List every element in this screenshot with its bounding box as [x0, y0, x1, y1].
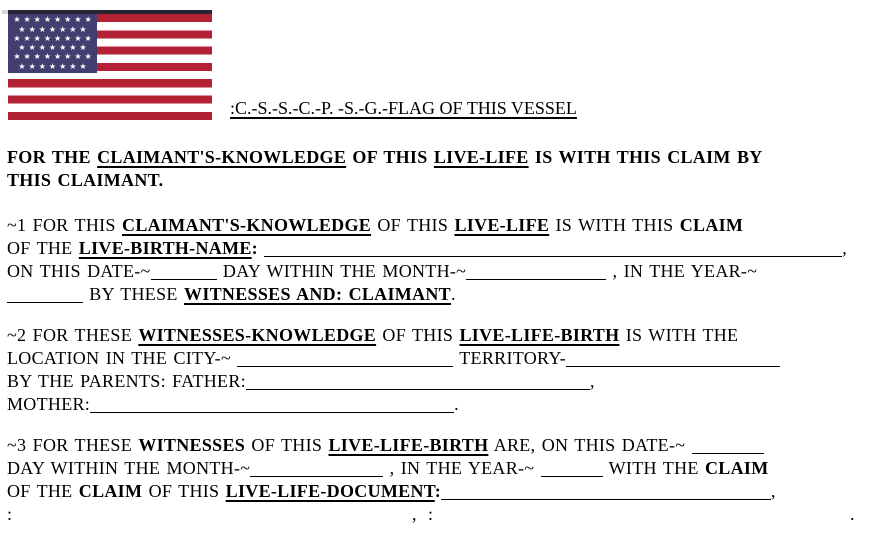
p2-text: TERRITORY- — [453, 348, 566, 368]
live-life-birth-heading: LIVE-LIFE-BIRTH — [328, 435, 489, 455]
document-body — [0, 146, 874, 526]
us-flag-image — [8, 10, 212, 120]
live-birth-name-blank — [264, 242, 842, 257]
paragraph-3 — [7, 434, 866, 526]
p3-text: DAY WITHIN THE MONTH-~ — [7, 458, 251, 478]
flag-caption: :C.-S.-S.-C.-P. -S.-G.-FLAG OF THIS VESSEL — [230, 98, 577, 118]
mother-name-blank — [90, 398, 454, 413]
signature-colon: : — [428, 504, 434, 524]
signature-period: . — [850, 504, 855, 524]
claim-word: CLAIM — [704, 458, 769, 478]
flag-canton — [8, 14, 97, 73]
p1-text: BY THESE — [83, 284, 185, 304]
territory-blank — [566, 352, 780, 367]
document-header — [8, 10, 874, 120]
live-life-heading: LIVE-LIFE — [454, 215, 550, 235]
p1-text: ON THIS DATE-~ — [7, 261, 151, 281]
p3-text: : — [434, 481, 442, 501]
birth-day-blank — [151, 265, 217, 280]
p1-text: , — [842, 238, 848, 258]
claim-word: CLAIM — [679, 215, 744, 235]
p3-text: ~3 FOR THESE — [7, 435, 139, 455]
witnesses-knowledge-heading: WITNESSES-KNOWLEDGE — [138, 325, 377, 345]
claimants-knowledge-heading: CLAIMANT'S-KNOWLEDGE — [122, 215, 372, 235]
intro-paragraph — [7, 146, 866, 192]
claim-year-blank — [541, 462, 603, 477]
witnesses-claimant-heading: WITNESSES AND: CLAIMANT — [184, 284, 451, 304]
flag-stars-row: ★★★★★★★ — [18, 24, 90, 34]
live-birth-name-heading: LIVE-BIRTH-NAME — [78, 238, 252, 258]
p2-text: OF THIS — [376, 325, 460, 345]
paragraph-1 — [7, 214, 866, 306]
p2-text: MOTHER: — [7, 394, 91, 414]
paragraph-2 — [7, 324, 866, 416]
signature-comma: , — [412, 504, 417, 524]
live-life-document-heading: LIVE-LIFE-DOCUMENT — [225, 481, 435, 501]
intro-text: OF THIS — [346, 147, 434, 167]
p2-text: BY THE PARENTS: FATHER: — [7, 371, 246, 391]
live-life-heading: LIVE-LIFE — [433, 147, 529, 167]
flag-stars-row: ★★★★★★★★ — [13, 33, 95, 43]
father-name-blank — [246, 375, 590, 390]
city-blank — [237, 352, 453, 367]
p3-text: , — [771, 481, 776, 501]
p2-text: LOCATION IN THE CITY-~ — [7, 348, 238, 368]
p3-text: OF THIS — [245, 435, 329, 455]
live-life-birth-heading: LIVE-LIFE-BIRTH — [459, 325, 620, 345]
p1-text: ~1 FOR THIS — [7, 215, 123, 235]
p1-text: OF THE — [7, 238, 79, 258]
live-life-document-blank — [441, 485, 771, 500]
flag-stars-row: ★★★★★★★★ — [13, 15, 95, 25]
intro-text: FOR THE — [7, 147, 98, 167]
flag-stars-row: ★★★★★★★ — [18, 43, 90, 53]
p3-text: WITH THE — [602, 458, 705, 478]
p1-text: : — [251, 238, 265, 258]
p2-text: ~2 FOR THESE — [7, 325, 139, 345]
p1-text: . — [450, 284, 456, 304]
claim-day-blank — [692, 439, 764, 454]
witnesses-word: WITNESSES — [138, 435, 246, 455]
flag-stars-row: ★★★★★★★ — [18, 61, 90, 71]
signature-colon: : — [7, 504, 13, 524]
signature-line — [7, 503, 866, 526]
p2-text: . — [454, 394, 459, 414]
intro-text: IS WITH THIS CLAIM BY — [528, 147, 763, 167]
claim-word: CLAIM — [78, 481, 143, 501]
flag-stars-row: ★★★★★★★★ — [13, 52, 95, 62]
p1-text: , IN THE YEAR-~ — [606, 261, 758, 281]
birth-month-blank — [466, 265, 606, 280]
p2-text: IS WITH THE — [619, 325, 739, 345]
p3-text: , IN THE YEAR-~ — [383, 458, 541, 478]
intro-text: THIS CLAIMANT. — [7, 170, 164, 190]
p1-text: IS WITH THIS — [549, 215, 680, 235]
p3-text: OF THIS — [142, 481, 226, 501]
p3-text: ARE, ON THIS DATE-~ — [488, 435, 692, 455]
claimants-knowledge-heading: CLAIMANT'S-KNOWLEDGE — [97, 147, 347, 167]
birth-year-blank — [7, 288, 83, 303]
claim-month-blank — [250, 462, 383, 477]
p1-text: OF THIS — [371, 215, 455, 235]
p1-text: DAY WITHIN THE MONTH-~ — [216, 261, 467, 281]
p3-text: OF THE — [7, 481, 79, 501]
p2-text: , — [589, 371, 595, 391]
